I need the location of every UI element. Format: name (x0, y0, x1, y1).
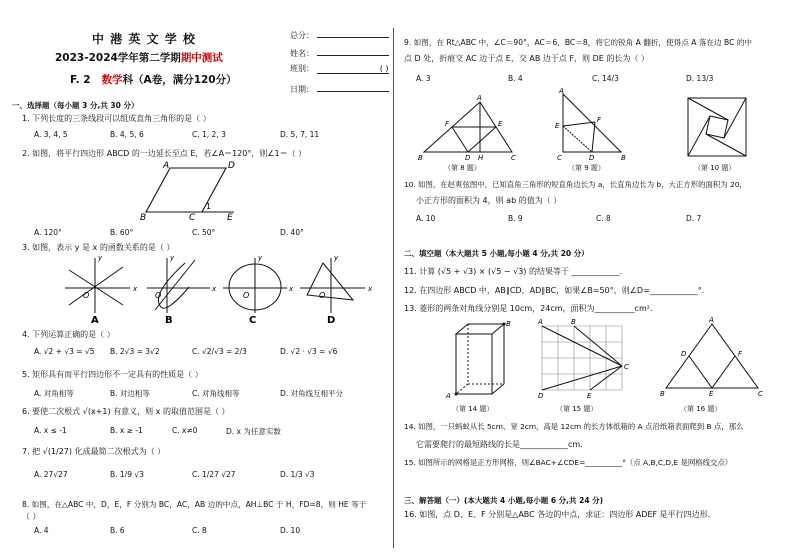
fig16-label-f: F (738, 350, 743, 358)
fig9-label-c: C (557, 154, 562, 162)
fig15-caption: （第 15 题） (556, 405, 598, 413)
q2-option-c[interactable]: C. 50° (192, 228, 216, 237)
fig9-label-b: B (621, 154, 626, 162)
grade: F. 2 (70, 74, 91, 86)
fig15-grid (538, 320, 628, 398)
q5-option-a[interactable]: A. 对角相等 (34, 389, 74, 398)
section-1-title: 一、选择题（每小题 3 分,共 30 分） (12, 101, 139, 110)
q3c-y: y (258, 254, 263, 262)
q3-label-b: B (165, 315, 173, 326)
fig8-label-a: A (477, 94, 482, 102)
q7-option-d[interactable]: D. 1/3 √3 (280, 470, 315, 479)
fig14-cuboid (442, 320, 512, 400)
q8-stem-end: （ ） (22, 512, 41, 521)
q4-option-a[interactable]: A. √2 + √3 = √5 (34, 347, 95, 356)
q7-option-c[interactable]: C. 1/27 √27 (192, 470, 236, 479)
q8-option-c[interactable]: C. 8 (192, 526, 207, 535)
q6-option-a[interactable]: A. x ≤ -1 (34, 426, 67, 435)
q13-stem: 13. 菱形的两条对角线分别是 10cm，24cm，面积为__________cm². (404, 304, 653, 313)
fig15-label-d: D (538, 392, 544, 400)
q9-stem-1: 9. 如图，在 Rt△ABC 中，∠C＝90°，AC＝6，BC＝8，将它的锐角 A 翻折，使得点 A 落在边 BC 的中 (404, 38, 752, 47)
class-field[interactable] (290, 64, 389, 74)
fig8-caption: （第 8 题） (444, 164, 481, 172)
q16-stem: 16. 如图，点 D、E、F 分别是△ABC 各边的中点，求证：四边形 ADEF 是平行四边形. (404, 510, 711, 519)
q2-parallelogram-figure (130, 160, 250, 223)
field-label: 日期： (290, 85, 314, 94)
q14-stem-2: 它需要爬行的最短路线的长是____________cm. (416, 440, 583, 449)
q14-stem-1: 14. 如图，一只蚂蚁从长 5cm、宽 2cm，高是 12cm 的长方体纸箱的 A 点沿纸箱表面爬到 B 点，那么 (404, 422, 744, 431)
q9-option-a[interactable]: A. 3 (416, 74, 431, 83)
q3b-y: y (170, 254, 175, 262)
fig9-label-e: E (555, 122, 560, 130)
q3-label-d: D (327, 315, 336, 326)
fig14-label-b: B (506, 320, 511, 328)
fig16-label-d: D (681, 350, 687, 358)
q3d-origin: O (319, 291, 326, 300)
q9-option-d[interactable]: D. 13/3 (686, 74, 714, 83)
q3-graph-a (65, 254, 138, 326)
q6-stem: 6. 要使二次根式 √(x+1) 有意义，则 x 的取值范围是（ ） (22, 407, 230, 416)
seat-number-blank: ( ) (379, 64, 389, 73)
q3-graphs-figure (55, 255, 385, 325)
exam-year: 2023-2024学年第二学期 (55, 52, 181, 64)
q2-label-c: C (189, 213, 196, 223)
q1-option-b[interactable]: B. 4, 5, 6 (110, 130, 144, 139)
q10-option-c[interactable]: C. 8 (596, 214, 611, 223)
fig16-triangle (660, 318, 764, 398)
exam-title (55, 50, 223, 65)
q5-option-b[interactable]: B. 对边相等 (110, 389, 150, 398)
q4-option-c[interactable]: C. √2/√3 = 2/3 (192, 347, 247, 356)
q3-stem: 3. 如图，表示 y 是 x 的函数关系的是（ ） (22, 243, 175, 252)
q1-option-d[interactable]: D. 5, 7, 11 (280, 130, 320, 139)
score-field[interactable] (290, 28, 389, 41)
fig15-label-a: A (538, 318, 543, 326)
q3b-x: x (212, 285, 217, 293)
q3-graph-d (300, 254, 373, 326)
fig15-label-c: C (624, 363, 629, 371)
field-label: 总分： (290, 31, 314, 40)
fig8-label-h: H (478, 154, 484, 162)
q2-stem: 2. 如图，将平行四边形 ABCD 的一边延长至点 E，若∠A＝120°，则∠1＝（ ） (22, 149, 307, 158)
subject-rest: 科（A卷，满分120分） (122, 74, 237, 86)
q3a-x: x (133, 285, 138, 293)
fig15-label-e: E (587, 392, 592, 400)
fig16-label-c: C (758, 390, 763, 398)
q1-option-a[interactable]: A. 3, 4, 5 (34, 130, 68, 139)
q3d-x: x (368, 285, 373, 293)
subject-prefix: 数学 (101, 74, 123, 86)
q3-label-a: A (91, 315, 99, 326)
fig8-label-b: B (418, 154, 423, 162)
section-3-title: 三、解答题（一）(本大题共 4 小题,每小题 6 分,共 24 分) (404, 496, 604, 505)
fig9-triangle (555, 87, 635, 162)
q7-option-a[interactable]: A. 27√27 (34, 470, 68, 479)
q5-stem: 5. 矩形具有而平行四边形不一定具有的性质是（ ） (22, 370, 203, 379)
q10-stem-1: 10. 如图，在赵爽弦图中，已知直角三角形的短直角边长为 a，长直角边长为 b，大正方形的面积为 20， (404, 180, 747, 189)
name-field[interactable] (290, 46, 389, 59)
q8-option-a[interactable]: A. 4 (34, 526, 49, 535)
q1-option-c[interactable]: C. 1, 2, 3 (192, 130, 226, 139)
subject-line (70, 72, 237, 87)
q4-option-b[interactable]: B. 2√3 = 3√2 (110, 347, 160, 356)
q3-graph-b (147, 254, 217, 326)
q10-option-a[interactable]: A. 10 (416, 214, 436, 223)
q10-option-b[interactable]: B. 9 (508, 214, 523, 223)
fig9-label-d: D (589, 154, 595, 162)
q6-option-b[interactable]: B. x ≥ -1 (110, 426, 143, 435)
q3c-origin: O (243, 291, 250, 300)
field-label: 姓名： (290, 49, 314, 58)
q7-option-b[interactable]: B. 1/9 √3 (110, 470, 144, 479)
q2-option-a[interactable]: A. 120° (34, 228, 62, 237)
exam-term: 期中测试 (180, 52, 223, 64)
q8-option-d[interactable]: D. 10 (280, 526, 301, 535)
q3a-origin: O (83, 291, 90, 300)
q6-option-d[interactable]: D. x 为任意实数 (226, 427, 281, 436)
q6-option-c[interactable]: C. x≠0 (172, 426, 198, 435)
fig16-label-a: A (709, 316, 714, 324)
q3-graph-c (223, 254, 294, 326)
q10-stem-2: 小正方形的面积为 4，则 ab 的值为（ ） (416, 196, 562, 205)
q15-stem: 15. 如图所示的网格是正方形网格，则∠BAC+∠CDE=__________°（点 A,B,C,D,E 是网格线交点） (404, 458, 733, 467)
q3c-x: x (289, 285, 294, 293)
fig14-label-a: A (446, 392, 451, 400)
fig16-label-e: E (709, 390, 714, 398)
q3d-y: y (334, 254, 339, 262)
q2-label-a: A (163, 161, 170, 171)
field-label: 班别： (290, 64, 314, 73)
q1-stem: 1. 下列长度的三条线段可以组成直角三角形的是（ ） (22, 114, 211, 123)
fig16-caption: （第 16 题） (680, 405, 722, 413)
q2-option-b[interactable]: B. 60° (110, 228, 134, 237)
fig8-label-f: F (445, 120, 450, 128)
q11-stem: 11. 计算 (√5 + √3) × (√5 − √3) 的结果等于 ____________. (404, 267, 623, 276)
section-2-title: 二、填空题（本大题共 5 小题,每小题 4 分,共 20 分） (404, 249, 589, 258)
q2-option-d[interactable]: D. 40° (280, 228, 304, 237)
school-name: 中 港 英 文 学 校 (92, 32, 196, 46)
q2-label-e: E (227, 213, 233, 223)
q9-stem-2: 点 D 处，折痕交 AC 边于点 E，交 AB 边于点 F，则 DE 的长为（ ） (404, 54, 649, 63)
q2-label-b: B (140, 213, 147, 223)
date-field[interactable] (290, 82, 389, 95)
q8-stem: 8. 如图，在△ABC 中，D，E，F 分别为 BC，AC，AB 边的中点，AH⊥BC 于 H，FD=8，则 HE 等于 (22, 500, 367, 509)
q8-option-b[interactable]: B. 6 (110, 526, 125, 535)
fig10-zhao-shuang-diagram (686, 96, 750, 160)
q3-label-c: C (249, 315, 257, 326)
q9-option-c[interactable]: C. 14/3 (592, 74, 619, 83)
fig8-label-d: D (465, 154, 471, 162)
column-divider (393, 28, 394, 548)
fig15-label-b: B (571, 318, 576, 326)
fig9-label-f: F (597, 116, 602, 124)
q2-angle-1: 1 (206, 202, 212, 211)
q12-stem: 12. 在四边形 ABCD 中，AB∥CD，AD∥BC，如果∠B=50°，则∠D=____________°. (404, 286, 705, 295)
fig8-triangle (418, 96, 518, 162)
q5-option-c[interactable]: C. 对角线相等 (192, 389, 240, 398)
q3b-origin: O (155, 291, 162, 300)
q9-option-b[interactable]: B. 4 (508, 74, 523, 83)
fig16-label-b: B (660, 390, 665, 398)
fig10-caption: （第 10 题） (694, 164, 736, 172)
fig8-label-c: C (511, 154, 516, 162)
q2-label-d: D (228, 161, 235, 171)
fig8-label-e: E (498, 120, 503, 128)
fig14-caption: （第 14 题） (452, 405, 494, 413)
q7-stem: 7. 把 √(1/27) 化成最简二次根式为（ ） (22, 447, 166, 456)
q4-option-d[interactable]: D. √2 · √3 = √6 (280, 347, 338, 356)
q4-stem: 4. 下列运算正确的是（ ） (22, 330, 115, 339)
q5-option-d[interactable]: D. 对角线互相平分 (280, 389, 344, 398)
q10-option-d[interactable]: D. 7 (686, 214, 702, 223)
q3a-y: y (98, 254, 103, 262)
fig9-caption: （第 9 题） (568, 164, 605, 172)
fig9-label-a: A (559, 87, 564, 95)
